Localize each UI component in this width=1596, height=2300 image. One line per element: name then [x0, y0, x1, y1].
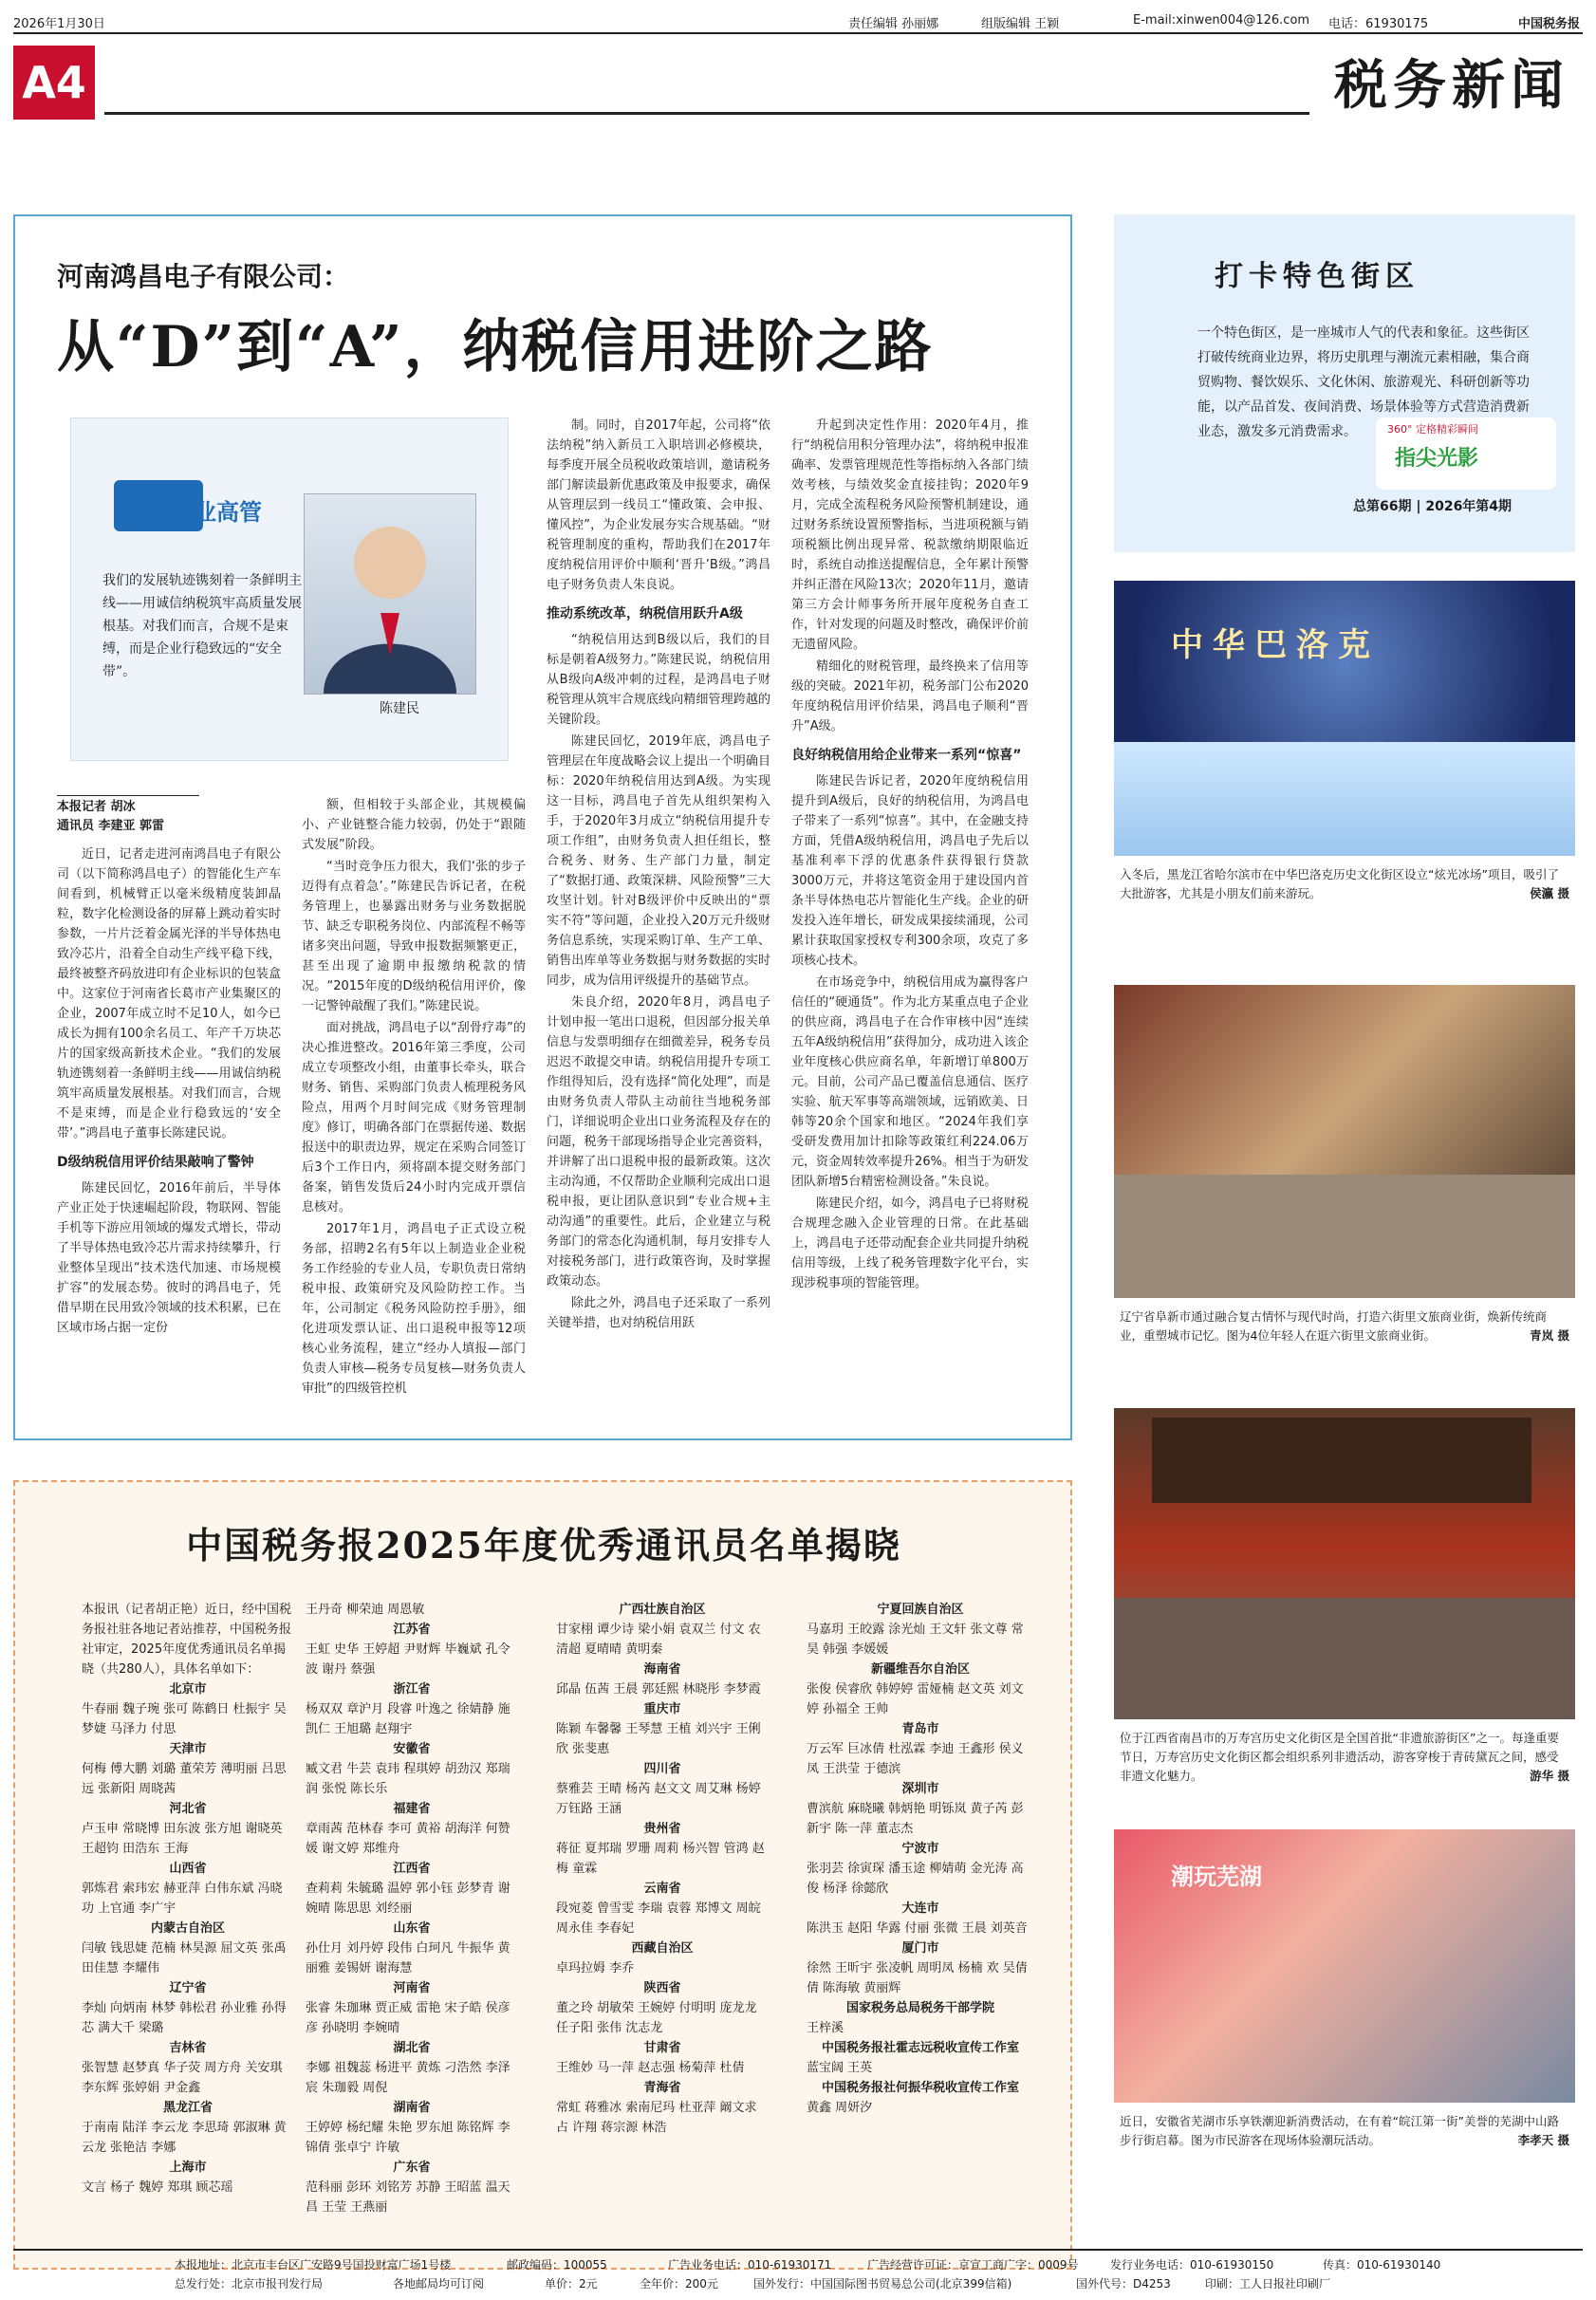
- correspondent-names: 牛春丽 魏子琬 张可 陈鹤日 杜振宇 吴梦婕 马泽力 付思: [82, 1702, 287, 1736]
- promo-logo-text: 指尖光影: [1395, 447, 1479, 471]
- province-heading: 青海省: [643, 2081, 681, 2095]
- correspondent-names: 卢玉申 常晓博 田东波 张方旭 谢晓英 王超钧 田浩东 王海: [82, 1822, 283, 1856]
- photo-credit: 青岚 摄: [1530, 1328, 1569, 1343]
- province-heading: 吉林省: [169, 2041, 207, 2055]
- article-column-3: [547, 416, 770, 1335]
- contact-email: E-mail:xinwen004@126.com: [1133, 13, 1310, 28]
- subheading: D级纳税信用评价结果敲响了警钟: [57, 1155, 254, 1170]
- correspondent-names: 张羽芸 徐寅琛 潘玉途 柳婧萌 金光涛 高俊 杨泽 徐懿欣: [807, 1862, 1024, 1896]
- correspondent-names: 卓玛拉姆 李乔: [556, 1961, 635, 1975]
- footer-price: 单价：2元: [545, 2277, 598, 2291]
- paragraph: 精细化的财税管理，最终换来了信用等级的突破。2021年初，税务部门公布2020年度纳税信用评价结果，鸿昌电子顺利“晋升”A级。: [791, 659, 1029, 733]
- street-ground-shape: [1114, 1175, 1575, 1298]
- province-heading: 江苏省: [393, 1623, 431, 1637]
- photo-pedestrian-street: [1114, 1829, 1575, 2103]
- province-heading: 新疆维吾尔自治区: [870, 1662, 970, 1677]
- list-intro: 本报讯（记者胡正艳）近日，经中国税务报社驻各地记者站推荐，中国税务报社审定，2025年度优秀通讯员名单揭晓（共280人），具体名单如下：: [82, 1603, 292, 1677]
- province-heading: 西藏自治区: [631, 1941, 694, 1956]
- correspondent-names: 蓝宝阔 王英: [807, 2061, 873, 2075]
- byline-correspondents: 通讯员 李建亚 郭雷: [57, 819, 165, 833]
- correspondent-names: 王婷婷 杨纪耀 朱艳 罗东旭 陈铭辉 李锦倩 张卓宁 许敏: [306, 2121, 510, 2155]
- province-heading: 青岛市: [901, 1722, 939, 1736]
- footer-annual-price: 全年价：200元: [640, 2277, 718, 2291]
- province-heading: 中国税务报社何振华税收宣传工作室: [821, 2081, 1019, 2095]
- list-column-3: [556, 1600, 769, 2138]
- paragraph: 面对挑战，鸿昌电子以“刮骨疗毒”的决心推进整改。2016年第三季度，公司成立专项整改小组，由董事长牵头，联合财务、销售、采购部门负责人梳理税务风险点，用两个月时间完成《财务管理制度》修订，明确各部门在票据传递、数据报送中的职责边界，规定在采购合同签订后3个工作日内，须将副本提交财务部门备案，销售发货后24小时内完成开票信息核对。: [302, 1021, 526, 1215]
- photo-caption: [1120, 1308, 1569, 1345]
- correspondent-names: 孙仕月 刘丹婷 段伟 白珂凡 牛振华 黄丽雅 姜锡妍 谢海慧: [306, 1941, 510, 1975]
- caption-text: 辽宁省阜新市通过融合复古情怀与现代时尚，打造六街里文旅商业街，焕新传统商业，重塑城市记忆。图为4位年轻人在逛六街里文旅商业街。: [1120, 1309, 1548, 1343]
- photo-credit: 侯瀛 摄: [1530, 886, 1569, 900]
- correspondent-names: 马嘉玥 王皎露 涂光灿 王文轩 张文尊 常昊 韩强 李媛媛: [807, 1623, 1024, 1657]
- person-icon: [305, 494, 475, 694]
- correspondent-names: 何梅 傅大鹏 刘璐 董荣芳 薄明丽 吕思远 张新阳 周晓茜: [82, 1762, 287, 1796]
- correspondent-names: 董之玲 胡敏荣 王婉婷 付明明 庞龙龙 任子阳 张伟 沈志龙: [556, 2001, 757, 2035]
- footer-printer: 印刷：工人日报社印刷厂: [1205, 2277, 1331, 2291]
- page-number-badge: A4: [13, 46, 95, 120]
- responsible-editor: 责任编辑 孙丽娜: [848, 17, 939, 31]
- correspondent-names: 闫敏 钱思婕 范楠 林昊源 屈文英 张禹 田佳慧 李耀伟: [82, 1941, 287, 1975]
- province-heading: 厦门市: [901, 1941, 939, 1956]
- photo-credit: 李孝天 摄: [1517, 2133, 1569, 2147]
- province-heading: 宁夏回族自治区: [877, 1603, 964, 1617]
- province-heading: 广西壮族自治区: [619, 1603, 706, 1617]
- crowd-shape: [1114, 1598, 1575, 1719]
- correspondent-names: 万云军 巨冰倩 杜泓霖 李迪 王鑫形 侯义凤 王洪莹 于德滨: [807, 1742, 1024, 1776]
- byline: [57, 795, 199, 836]
- province-heading: 内蒙古自治区: [150, 1921, 225, 1936]
- correspondent-names: 甘家栩 谭少诗 梁小娟 袁双兰 付文 农清超 夏晴晴 黄明秦: [556, 1623, 761, 1657]
- footer-dist-phone: 发行业务电话：010-61930150: [1110, 2258, 1274, 2272]
- promo-issue: 总第66期 | 2026年第4期: [1353, 499, 1512, 514]
- portrait-caption: 陈建民: [380, 701, 419, 716]
- province-heading: 湖南省: [393, 2101, 431, 2115]
- caption-text: 位于江西省南昌市的万寿宫历史文化街区是全国首批“非遗旅游街区”之一。每逢重要节日，万寿宫历史文化街区都会组织系列非遗活动，游客穿梭于青砖黛瓦之间，感受非遗文化魅力。: [1120, 1731, 1559, 1783]
- list-column-1: [82, 1600, 294, 2198]
- photo-sign-text: 潮玩芜湖: [1171, 1864, 1262, 1890]
- province-heading: 广东省: [393, 2161, 431, 2175]
- correspondent-names: 张睿 朱珈琳 贾正威 雷艳 宋子皓 侯彦彦 孙晓明 李婉晴: [306, 2001, 510, 2035]
- province-heading: 国家税务总局税务干部学院: [845, 2001, 994, 2015]
- province-heading: 大连市: [901, 1901, 939, 1916]
- province-heading: 四川省: [643, 1762, 681, 1776]
- paragraph: “纳税信用达到B级以后，我们的目标是朝着A级努力。”陈建民说，纳税信用从B级向A级冲刺的过程，是鸿昌电子财税管理从筑牢合规底线向精细管理跨越的关键阶段。: [547, 633, 770, 727]
- footer-foreign-code: 国外代号：D4253: [1076, 2277, 1171, 2291]
- paragraph: “当时竞争压力很大，我们‘张的步子迈得有点着急’。”陈建民告诉记者，在税务管理上，也暴露出财务与业务数据脱节、缺乏专职税务岗位、内部流程不畅等诸多突出问题，导致申报数据频繁更正，甚至出现了逾期申报缴纳税款的情况。“2015年度的D级纳税信用评价，像一记警钟敲醒了我们。”陈建民说。: [302, 860, 526, 1013]
- province-heading: 重庆市: [643, 1702, 681, 1716]
- paragraph: 升起到决定性作用：2020年4月，推行“纳税信用积分管理办法”，将纳税申报准确率、发票管理规范性等指标纳入各部门绩效考核，与绩效奖金直接挂钩；2020年9月，完成全流程税务风险预警机制建设，通过财务系统设置预警指标，当进项税额与销项税额比例出现异常、税款缴纳期限临近时，系统自动推送提醒信息，全年累计预警并纠正潜在风险13次；2020年11月，邀请第三方会计师事务所开展年度税务自查工作，针对发现的问题及时整改，确保评价前无遗留风险。: [791, 418, 1029, 652]
- correspondent-names: 蒋征 夏邦瑞 罗珊 周莉 杨兴智 管鸿 赵梅 童霖: [556, 1842, 765, 1876]
- correspondent-names: 张俊 侯睿欣 韩婷婷 雷娅楠 赵文英 刘文婷 孙福全 王帅: [807, 1682, 1024, 1716]
- paragraph: 除此之外，鸿昌电子还采取了一系列关键举措，也对纳税信用跃: [547, 1296, 770, 1330]
- list-title: 中国税务报2025年度优秀通讯员名单揭晓: [186, 1524, 901, 1567]
- province-heading: 陕西省: [643, 1981, 681, 1995]
- province-heading: 江西省: [393, 1862, 431, 1876]
- paragraph: 陈建民回忆，2016年前后，半导体产业正处于快速崛起阶段，物联网、智能手机等下游应用领域的爆发式增长，带动了半导体热电致冷芯片需求持续攀升，行业整体呈现出“技术迭代加速、市场规模扩容”的发展态势。彼时的鸿昌电子，凭借早期在民用致冷领域的技术积累，已在区域市场占据一定份: [57, 1181, 281, 1335]
- correspondent-names: 李灿 向炳南 林梦 韩松君 孙业雅 孙得芯 满大千 梁璐: [82, 2001, 287, 2035]
- province-heading: 黑龙江省: [162, 2101, 213, 2115]
- province-heading: 山东省: [393, 1921, 431, 1936]
- province-heading: 河南省: [393, 1981, 431, 1995]
- province-heading: 宁波市: [901, 1842, 939, 1856]
- paragraph: 陈建民回忆，2019年底，鸿昌电子管理层在年度战略会议上提出一个明确目标：2020年纳税信用达到A级。为实现这一目标，鸿昌电子首先从组织架构入手，于2020年3月成立“纳税信用提升专项工作组”，由财务负责人担任组长，整合税务、财务、生产部门力量，制定了“数据打通、政策深耕、风险预警”三大攻坚计划。针对B级评价中反映出的“票实不符”等问题，企业投入20万元升级财务信息系统，实现采购订单、生产工单、销售出库单等业务数据与财务数据的实时同步，成为信用评级提升的基础节点。: [547, 734, 770, 988]
- photo-sign-text: 中华巴洛克: [1171, 626, 1380, 664]
- correspondent-names: 黄鑫 周妍汐: [807, 2101, 873, 2115]
- correspondent-names: 常虹 蒋雅冰 索南尼玛 杜亚萍 阚文求占 许翔 蒋宗源 林浩: [556, 2101, 757, 2135]
- correspondent-names: 章雨茜 范林春 李可 黄裕 胡海洋 何赞媛 谢文婷 郑维舟: [306, 1822, 510, 1856]
- article-column-2: [302, 795, 526, 1400]
- province-heading: 北京市: [169, 1682, 207, 1697]
- promo-logo-tagline: 360° 定格精彩瞬间: [1387, 423, 1478, 436]
- correspondent-names: 蔡雅芸 王晴 杨芮 赵文文 周艾琳 杨婷 万钰路 王涵: [556, 1782, 761, 1816]
- paragraph: 近日，记者走进河南鸿昌电子有限公司（以下简称鸿昌电子）的智能化生产车间看到，机械臂正以毫米级精度装卸晶粒，数字化检测设备的屏幕上跳动着实时参数，一片片泛着金属光泽的半导体热电致冷芯片，沿着全自动生产线平稳下线，最终被整齐码放进印有企业标识的包装盒中。这家位于河南省长葛市产业集聚区的企业，2007年成立时不足10人，如今已成长为拥有100余名员工、年产千万块芯片的国家级高新技术企业。“我们的发展轨迹镌刻着一条鲜明主线——用诚信纳税筑牢高质量发展根基。对我们而言，合规不是束缚，而是企业行稳致远的‘安全带’。”鸿昌电子董事长陈建民说。: [57, 847, 281, 1141]
- province-heading: 甘肃省: [643, 2041, 681, 2055]
- province-heading: 辽宁省: [169, 1981, 207, 1995]
- province-heading: 海南省: [643, 1662, 681, 1677]
- article-kicker: 河南鸿昌电子有限公司：: [57, 261, 350, 292]
- paragraph: 陈建民告诉记者，2020年度纳税信用提升到A级后，良好的纳税信用，为鸿昌电子带来了一系列“惊喜”。其中，在金融支持方面，凭借A级纳税信用，鸿昌电子先后以基准利率下浮的优惠条件获得银行贷款3000万元，并将这笔资金用于建设国内首条半导体热电芯片智能化生产线。企业的研发投入连年增长，研发成果接续涌现，公司累计获取国家授权专利300余项，攻克了多项核心技术。: [791, 774, 1029, 968]
- caption-text: 入冬后，黑龙江省哈尔滨市在中华巴洛克历史文化街区设立“炫光冰场”项目，吸引了大批游客，尤其是小朋友们前来游玩。: [1120, 867, 1559, 900]
- correspondent-names: 王梓溪: [807, 2021, 844, 2035]
- province-heading: 上海市: [169, 2161, 207, 2175]
- header-strip: [13, 8, 1583, 34]
- correspondent-names: 徐然 王昕宇 张凌帆 周明凤 杨楠 欢 吴倩倩 陈海敏 黄丽辉: [807, 1961, 1028, 1995]
- province-heading: 天津市: [169, 1742, 207, 1756]
- paragraph: 在市场竞争中，纳税信用成为赢得客户信任的“硬通货”。作为北方某重点电子企业的供应商，鸿昌电子在合作审核中因“连续五年A级纳税信用”获得加分，成功进入该企业年度核心供应商名单，年新增订单800万元。目前，公司产品已覆盖信息通信、医疗实验、航天军事等高端领域，远销欧美、日韩等20余个国家和地区。“2024年我们享受研发费用加计扣除等政策红利224.06万元，资金周转效率提升26%。相当于为研发团队新增5台精密检测设备。”朱良说。: [791, 975, 1029, 1189]
- footer-foreign: 国外发行：中国国际图书贸易总公司(北京399信箱): [753, 2277, 1012, 2291]
- paragraph: 朱良介绍，2020年8月，鸿昌电子计划申报一笔出口退税，但因部分报关单信息与发票明细存在细微差异，税务专员迟迟不敢提交申请。纳税信用提升专项工作组得知后，没有选择“简化处理”，而是由财务负责人带队主动前往当地税务部门，详细说明企业出口业务流程及存在的问题，税务干部现场指导企业完善资料，并讲解了出口退税申报的最新政策。这次主动沟通，不仅帮助企业顺利完成出口退税申报，更让团队意识到“专业合规+主动沟通”的重要性。此后，企业建立与税务部门的常态化沟通机制，每月安排专人对接税务部门，进行政策咨询，及时掌握政策动态。: [547, 995, 770, 1289]
- correspondent-names: 陈洪玉 赵阳 华露 付丽 张微 王晨 刘英音: [807, 1921, 1028, 1936]
- list-column-2: [306, 1600, 518, 2217]
- column-logo-label: 企业高管: [171, 499, 262, 526]
- pull-quote: 我们的发展轨迹镌刻着一条鲜明主线——用诚信纳税筑牢高质量发展根基。对我们而言，合规不是束缚，而是企业行稳致远的“安全带”。: [102, 573, 302, 679]
- issue-date: 2026年1月30日: [13, 17, 105, 31]
- footer-order: 各地邮局均可订阅: [393, 2277, 485, 2291]
- province-heading: 中国税务报社霍志远税收宣传工作室: [821, 2041, 1019, 2055]
- footer-address: 本报地址：北京市丰台区广安路9号国投财富广场1号楼: [175, 2258, 452, 2272]
- paragraph: 2017年1月，鸿昌电子正式设立税务部，招聘2名有5年以上制造业企业税务工作经验的专业人员，专职负责日常纳税申报、政策研究及风险防控工作。当年，公司制定《税务风险防控手册》，细化进项发票认证、出口退税申报等12项核心业务流程，建立“经办人填报—部门负责人审核—税务专员复核—财务负责人审批”的四级管控机: [302, 1222, 526, 1396]
- photo-caption: [1120, 1729, 1569, 1786]
- article-column-1: [57, 844, 281, 1340]
- footer: [13, 2249, 1583, 2298]
- list-column-4: [807, 1600, 1034, 2118]
- paragraph: 额，但相较于头部企业，其规模偏小、产业链整合能力较弱，仍处于“跟随式发展”阶段。: [302, 798, 526, 852]
- correspondent-names: 杨双双 章沪月 段睿 叶逸之 徐婧静 施凯仁 王旭璐 赵翔宇: [306, 1702, 510, 1736]
- province-heading: 贵州省: [643, 1822, 681, 1836]
- header-divider: [104, 112, 1309, 115]
- caption-text: 近日，安徽省芜湖市乐享铁潮迎新消费活动，在有着“皖江第一街”美誉的芜湖中山路步行街启幕。图为市民游客在现场体验潮玩活动。: [1120, 2114, 1559, 2147]
- photo-credit: 游华 摄: [1530, 1769, 1569, 1783]
- photo-caption: [1120, 2112, 1569, 2150]
- photo-ice-rink: [1114, 581, 1575, 856]
- subheading: 推动系统改革，纳税信用跃升A级: [547, 606, 743, 621]
- footer-ad-license: 广告经营许可证：京宣工商广字：0009号: [867, 2258, 1079, 2272]
- correspondent-names: 陈颖 车馨馨 王琴慧 王植 刘兴宇 王俐欣 张斐惠: [556, 1722, 761, 1756]
- province-heading: 安徽省: [393, 1742, 431, 1756]
- correspondent-names: 段宛菱 曾雪雯 李瑞 袁蓉 郑博文 周皖 周永佳 李春妃: [556, 1901, 761, 1936]
- correspondent-names: 于南南 陆洋 李云龙 李思琦 郭淑琳 黄云龙 张艳洁 李娜: [82, 2121, 287, 2155]
- province-heading: 深圳市: [901, 1782, 939, 1796]
- correspondent-names: 曹滨航 麻晓曦 韩炳艳 明铄岚 黄子芮 彭新宇 陈一萍 董志杰: [807, 1802, 1024, 1836]
- correspondent-names: 李娜 祖魏蕊 杨进平 黄炼 刁浩然 李泽宸 朱珈毅 周倪: [306, 2061, 510, 2095]
- byline-reporter: 本报记者 胡冰: [57, 800, 136, 814]
- layout-editor: 组版编辑 王颖: [981, 17, 1060, 31]
- footer-fax: 传真：010-61930140: [1323, 2258, 1441, 2272]
- correspondent-names: 邱晶 伍茜 王晨 郭廷熙 林晓彤 李梦霞: [556, 1682, 761, 1697]
- contact-phone: 电话：61930175: [1328, 17, 1429, 31]
- footer-publisher: 总发行处：北京市报刊发行局: [175, 2277, 324, 2291]
- promo-title: 打卡特色街区: [1215, 260, 1420, 293]
- correspondent-names: 郭炼君 索玮宏 赫亚萍 白伟东斌 冯晓功 上官通 李广宇: [82, 1882, 283, 1916]
- correspondent-names: 王丹奇 柳荣迪 周恩敏: [306, 1603, 425, 1617]
- correspondent-names: 王维妙 马一萍 赵志强 杨菊萍 杜倩: [556, 2061, 745, 2075]
- province-heading: 福建省: [393, 1802, 431, 1816]
- paragraph: 制。同时，自2017年起，公司将“依法纳税”纳入新员工入职培训必修模块，每季度开展全员税收政策培训，邀请税务部门解读最新优惠政策及申报要求，确保从管理层到一线员工“懂政策、会申报、懂风控”，为企业发展夯实合规基础。“财税管理制度的重构，帮助我们在2017年度纳税信用评价中顺利‘晋升’B级。”鸿昌电子财务负责人朱良说。: [547, 418, 770, 592]
- photo-heritage-street: [1114, 1408, 1575, 1719]
- portrait-photo: [304, 493, 476, 695]
- paragraph: 陈建民介绍，如今，鸿昌电子已将财税合规理念融入企业管理的日常。在此基础上，鸿昌电子还带动配套企业共同提升纳税信用等级，上线了税务管理数字化平台，实现涉税事项的智能管理。: [791, 1196, 1029, 1290]
- promo-text: 一个特色街区，是一座城市人气的代表和象征。这些街区打破传统商业边界，将历史肌理与潮流元素相融，集合商贸购物、餐饮娱乐、文化休闲、旅游观光、科研创新等功能，以产品首发、夜间消费、场景体验等方式营造消费新业态，激发多元消费需求。: [1197, 325, 1530, 439]
- ice-slide-shape: [1114, 742, 1575, 856]
- correspondent-names: 范科丽 彭环 刘铭芳 苏静 王昭蓝 温天昌 王莹 王燕丽: [306, 2180, 510, 2215]
- province-heading: 湖北省: [393, 2041, 431, 2055]
- section-title: 税务新闻: [1334, 54, 1569, 117]
- province-heading: 河北省: [169, 1802, 207, 1816]
- correspondent-names: 张智慧 赵梦真 华子荧 周方舟 关安琪 李东辉 张婷娟 尹金鑫: [82, 2061, 283, 2095]
- footer-postcode: 邮政编码：100055: [507, 2258, 607, 2272]
- photo-caption: [1120, 865, 1569, 903]
- temple-roof-shape: [1152, 1418, 1531, 1503]
- masthead: 中国税务报: [1518, 17, 1581, 31]
- correspondent-names: 臧文君 牛芸 袁玮 程琪婷 胡劲汉 郑瑞润 张悦 陈长乐: [306, 1762, 510, 1796]
- correspondent-names: 查莉莉 朱毓璐 温婷 郭小钰 彭梦青 谢婉晴 陈思思 刘经丽: [306, 1882, 510, 1916]
- subheading: 良好纳税信用给企业带来一系列“惊喜”: [791, 748, 1022, 763]
- photo-shopping-street: [1114, 985, 1575, 1298]
- footer-ad-phone: 广告业务电话：010-61930171: [668, 2258, 832, 2272]
- article-column-4: [791, 416, 1029, 1295]
- correspondent-names: 王虹 史华 王婷超 尹财辉 毕巍斌 孔令波 谢丹 蔡强: [306, 1642, 510, 1677]
- province-heading: 浙江省: [393, 1682, 431, 1697]
- correspondent-names: 文言 杨子 魏婷 郑琪 顾芯瑶: [82, 2180, 233, 2195]
- article-headline: 从“D”到“A”，纳税信用进阶之路: [57, 314, 934, 380]
- province-heading: 云南省: [643, 1882, 681, 1896]
- province-heading: 山西省: [169, 1862, 207, 1876]
